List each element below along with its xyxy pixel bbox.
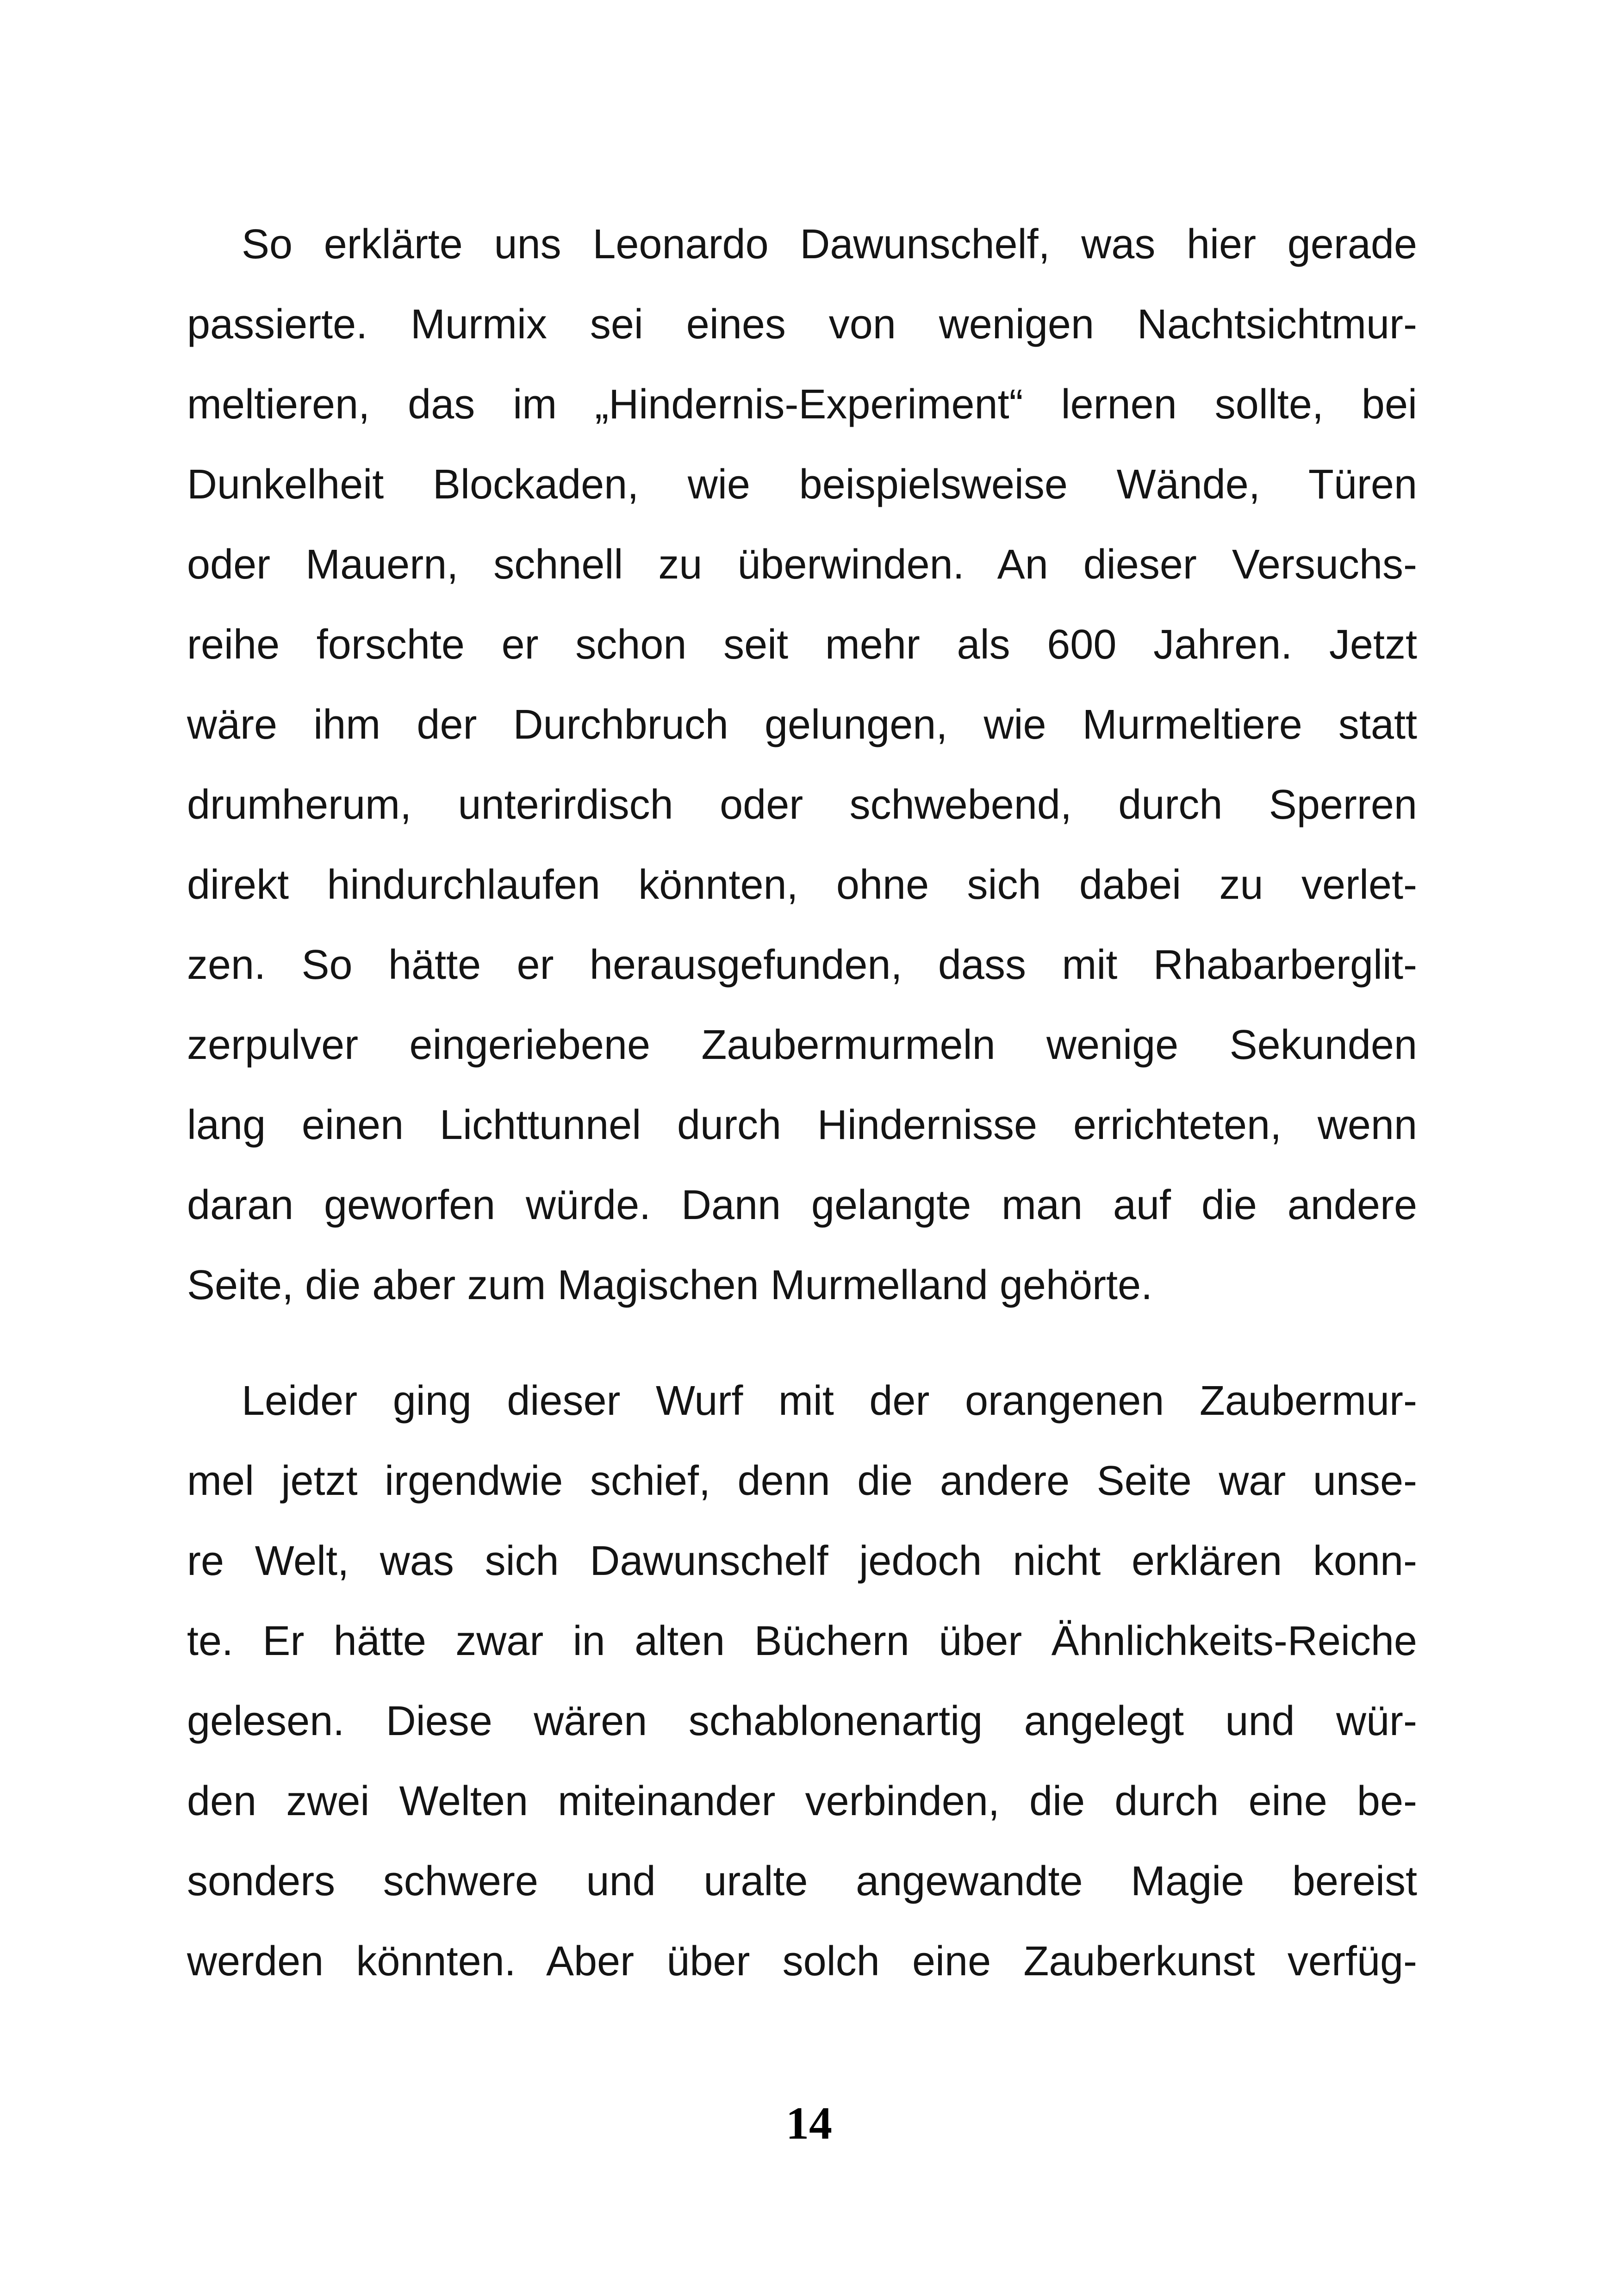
text-line: drumherum, unterirdisch oder schwebend, durch Sperren (187, 782, 1417, 828)
text-line: Seite, die aber zum Magischen Murmelland gehörte. (187, 1262, 1153, 1308)
text-line: gelesen. Diese wären schablonenartig angelegt und wür- (187, 1698, 1417, 1744)
text-line: daran geworfen würde. Dann gelangte man auf die andere (187, 1182, 1417, 1228)
body-text (187, 205, 1417, 2002)
text-line: te. Er hätte zwar in alten Büchern über Ähnlichkeits-Reiche (187, 1618, 1417, 1664)
text-line: sonders schwere und uralte angewandte Magie bereist (187, 1858, 1417, 1904)
text-line: reihe forschte er schon seit mehr als 600 Jahren. Jetzt (187, 622, 1417, 668)
text-line: mel jetzt irgendwie schief, denn die andere Seite war unse- (187, 1458, 1417, 1504)
text-line: oder Mauern, schnell zu überwinden. An dieser Versuchs- (187, 541, 1417, 588)
text-line: So erklärte uns Leonardo Dawunschelf, was hier gerade (242, 221, 1417, 268)
paragraph-2 (187, 1361, 1417, 2002)
text-line: Leider ging dieser Wurf mit der orangenen Zaubermur- (242, 1378, 1417, 1424)
text-line: zen. So hätte er herausgefunden, dass mit Rhabarberglit- (187, 942, 1417, 988)
text-line: zerpulver eingeriebene Zaubermurmeln wenige Sekunden (187, 1022, 1417, 1068)
text-line: werden könnten. Aber über solch eine Zauberkunst verfüg- (187, 1938, 1417, 1985)
paragraph-1 (187, 205, 1417, 1325)
text-line: lang einen Lichttunnel durch Hindernisse errichteten, wenn (187, 1102, 1417, 1148)
text-line: Dunkelheit Blockaden, wie beispielsweise Wände, Türen (187, 461, 1417, 508)
text-line: direkt hindurchlaufen könnten, ohne sich dabei zu verlet- (187, 862, 1417, 908)
page-number: 14 (786, 2097, 832, 2149)
text-line: den zwei Welten miteinander verbinden, die durch eine be- (187, 1778, 1417, 1824)
text-line: re Welt, was sich Dawunschelf jedoch nicht erklären konn- (187, 1538, 1417, 1584)
text-line: passierte. Murmix sei eines von wenigen Nachtsichtmur- (187, 301, 1417, 348)
text-line: meltieren, das im „Hindernis-Experiment“ lernen sollte, bei (187, 381, 1417, 428)
text-line: wäre ihm der Durchbruch gelungen, wie Murmeltiere statt (187, 702, 1417, 748)
